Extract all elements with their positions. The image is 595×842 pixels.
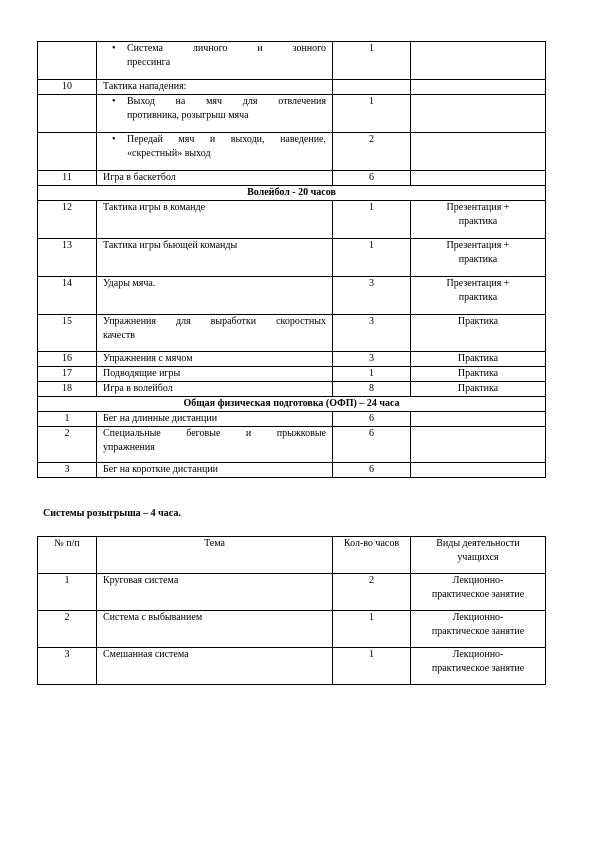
hours-cell: 1: [333, 201, 411, 239]
topic-cell: • Передай мяч и выходи, наведение, «скрестный» выход: [97, 133, 333, 171]
row-number: 3: [38, 648, 97, 685]
row-number: 2: [38, 611, 97, 648]
topic-cell: Тактика игры бьющей команды: [97, 239, 333, 277]
table-row: [38, 648, 546, 685]
topic-cell: Круговая система: [97, 574, 333, 611]
table-row: [38, 611, 546, 648]
row-number: [38, 95, 97, 133]
header-hours: Кол-во часов: [333, 537, 411, 574]
section-heading: Волейбол - 20 часов: [38, 186, 546, 201]
activity-cell: Лекционно- практическое занятие: [411, 611, 546, 648]
activity-cell: Презентация + практика: [411, 201, 546, 239]
hours-cell: 2: [333, 133, 411, 171]
hours-cell: 1: [333, 239, 411, 277]
activity-cell: Лекционно- практическое занятие: [411, 648, 546, 685]
topic-cell: • Система личного и зонного прессинга: [97, 42, 333, 80]
activity-cell: Презентация + практика: [411, 239, 546, 277]
table-row: [38, 133, 546, 171]
table-row: [38, 382, 546, 397]
activity-cell: [411, 42, 546, 80]
row-number: [38, 42, 97, 80]
topic-cell: Подводящие игры: [97, 367, 333, 382]
activity-cell: Практика: [411, 315, 546, 352]
row-number: 3: [38, 463, 97, 478]
row-number: [38, 133, 97, 171]
topic-cell: Смешанная система: [97, 648, 333, 685]
table-row: [38, 171, 546, 186]
hours-cell: 6: [333, 463, 411, 478]
topic-cell: Специальные беговые и прыжковые упражнения: [97, 427, 333, 463]
activity-cell: Лекционно- практическое занятие: [411, 574, 546, 611]
row-number: 12: [38, 201, 97, 239]
topic-cell: Упражнения с мячом: [97, 352, 333, 367]
bullet-icon: •: [112, 134, 116, 145]
topic-cell: Удары мяча.: [97, 277, 333, 315]
table-row: [38, 412, 546, 427]
table-row: [38, 239, 546, 277]
activity-cell: [411, 133, 546, 171]
section-row: [38, 186, 546, 201]
activity-cell: [411, 80, 546, 95]
hours-cell: 1: [333, 367, 411, 382]
row-number: 1: [38, 574, 97, 611]
game-systems-table: [37, 536, 546, 685]
section-heading: Общая физическая подготовка (ОФП) – 24 часа: [38, 397, 546, 412]
table-header-row: [38, 537, 546, 574]
header-topic: Тема: [97, 537, 333, 574]
topic-cell: Бег на длинные дистанции: [97, 412, 333, 427]
table-row: [38, 352, 546, 367]
row-number: 16: [38, 352, 97, 367]
row-number: 10: [38, 80, 97, 95]
activity-cell: [411, 171, 546, 186]
row-number: 18: [38, 382, 97, 397]
row-number: 17: [38, 367, 97, 382]
topic-cell: Игра в баскетбол: [97, 171, 333, 186]
hours-cell: 2: [333, 574, 411, 611]
activity-cell: [411, 412, 546, 427]
topic-cell: Система с выбыванием: [97, 611, 333, 648]
hours-cell: 3: [333, 352, 411, 367]
activity-cell: Презентация + практика: [411, 277, 546, 315]
bullet-icon: •: [112, 43, 116, 54]
topic-cell: • Выход на мяч для отвлечения противника, розыгрыш мяча: [97, 95, 333, 133]
activity-cell: [411, 95, 546, 133]
hours-cell: 1: [333, 611, 411, 648]
hours-cell: 3: [333, 277, 411, 315]
hours-cell: 3: [333, 315, 411, 352]
row-number: 13: [38, 239, 97, 277]
topic-cell: Тактика нападения:: [97, 80, 333, 95]
hours-cell: [333, 80, 411, 95]
hours-cell: 8: [333, 382, 411, 397]
hours-cell: 6: [333, 412, 411, 427]
row-number: 15: [38, 315, 97, 352]
section-title: Системы розыгрыша – 4 часа.: [43, 508, 181, 519]
lesson-plan-table: [37, 41, 546, 478]
hours-cell: 6: [333, 171, 411, 186]
activity-cell: Практика: [411, 382, 546, 397]
table-row: [38, 367, 546, 382]
header-activity: Виды деятельности учащихся: [411, 537, 546, 574]
hours-cell: 1: [333, 648, 411, 685]
table-row: [38, 427, 546, 463]
header-number: № п/п: [38, 537, 97, 574]
bullet-icon: •: [112, 96, 116, 107]
row-number: 14: [38, 277, 97, 315]
table-row: [38, 42, 546, 80]
activity-cell: [411, 427, 546, 463]
table-row: [38, 95, 546, 133]
row-number: 1: [38, 412, 97, 427]
activity-cell: Практика: [411, 352, 546, 367]
section-row: [38, 397, 546, 412]
table-row: [38, 463, 546, 478]
row-number: 2: [38, 427, 97, 463]
topic-cell: Упражнения для выработки скоростных качеств: [97, 315, 333, 352]
hours-cell: 1: [333, 95, 411, 133]
hours-cell: 6: [333, 427, 411, 463]
row-number: 11: [38, 171, 97, 186]
activity-cell: [411, 463, 546, 478]
table-row: [38, 80, 546, 95]
table-row: [38, 315, 546, 352]
topic-cell: Бег на короткие дистанции: [97, 463, 333, 478]
topic-cell: Игра в волейбол: [97, 382, 333, 397]
topic-cell: Тактика игры в команде: [97, 201, 333, 239]
table-row: [38, 201, 546, 239]
table-row: [38, 277, 546, 315]
hours-cell: 1: [333, 42, 411, 80]
table-row: [38, 574, 546, 611]
activity-cell: Практика: [411, 367, 546, 382]
